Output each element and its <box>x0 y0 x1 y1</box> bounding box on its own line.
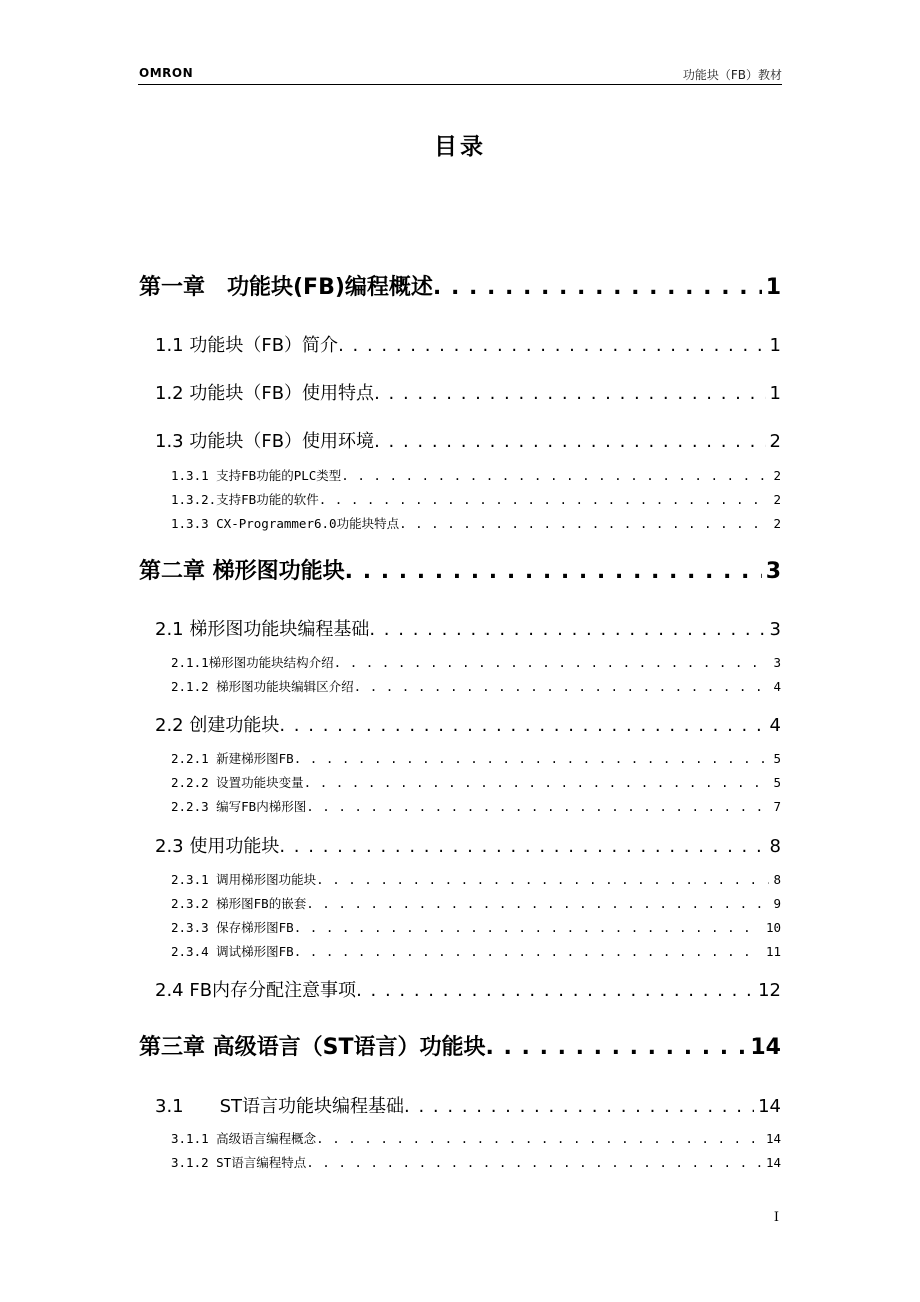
dot-leader <box>354 679 770 694</box>
toc-entry-text: 1.2 功能块（FB）使用特点 <box>155 383 375 404</box>
toc-entry[interactable] <box>139 270 781 301</box>
toc-entry[interactable] <box>155 427 781 453</box>
toc-entry-text: 2.4 FB内存分配注意事项 <box>155 980 357 1001</box>
toc-entry-text: 2.3 使用功能块 <box>155 836 280 857</box>
toc-entry[interactable] <box>139 1030 781 1061</box>
toc-entry-page: 3 <box>773 655 781 670</box>
dot-leader <box>319 492 770 507</box>
dot-leader <box>369 619 765 640</box>
toc-entry-text: 2.3.1 调用梯形图功能块 <box>171 872 317 887</box>
dot-leader <box>279 715 765 736</box>
toc-entry-page: 3 <box>765 559 781 584</box>
header-doc-title: 功能块（FB）教材 <box>682 68 782 82</box>
toc-entry-text: 2.2.1 新建梯形图FB <box>171 751 294 766</box>
dot-leader <box>374 431 765 452</box>
toc-entry[interactable] <box>171 870 781 888</box>
toc-entry[interactable] <box>171 918 781 936</box>
toc-entry[interactable] <box>139 554 781 585</box>
dot-leader <box>279 836 765 857</box>
toc-entry-page: 14 <box>765 1155 781 1170</box>
toc-entry-page: 1 <box>769 383 781 404</box>
toc-entry-page: 14 <box>765 1131 781 1146</box>
toc-entry[interactable] <box>171 1153 781 1171</box>
toc-entry-text: 3.1.2 ST语言编程特点 <box>171 1155 307 1170</box>
toc-entry-text: 2.2.3 编写FB内梯形图 <box>171 799 307 814</box>
footer-page-number: I <box>773 1210 779 1225</box>
toc-entry-text: 1.1 功能块（FB）简介 <box>155 335 339 356</box>
dot-leader <box>316 1131 762 1146</box>
toc-entry-page: 4 <box>773 679 781 694</box>
toc-entry-page: 9 <box>773 896 781 911</box>
toc-entry-text: 1.3.1 支持FB功能的PLC类型 <box>171 468 342 483</box>
toc-entry[interactable] <box>171 773 781 791</box>
dot-leader <box>356 980 754 1001</box>
dot-leader <box>374 383 765 404</box>
dot-leader <box>294 920 762 935</box>
toc-entry-text: 3.1 ST语言功能块编程基础 <box>155 1096 405 1117</box>
toc-entry-text: 1.3 功能块（FB）使用环境 <box>155 431 375 452</box>
toc-entry[interactable] <box>171 677 781 695</box>
dot-leader <box>341 468 769 483</box>
toc-entry-page: 2 <box>773 516 781 531</box>
toc-entry-page: 4 <box>769 715 781 736</box>
dot-leader <box>433 275 762 300</box>
toc-entry-text: 第三章 高级语言（ST语言）功能块 <box>139 1035 486 1060</box>
toc-entry-text: 2.2.2 设置功能块变量 <box>171 775 304 790</box>
toc-entry-page: 12 <box>758 980 781 1001</box>
toc-entry-text: 第二章 梯形图功能块 <box>139 559 345 584</box>
toc-entry-text: 1.3.3 CX-Programmer6.0功能块特点 <box>171 516 400 531</box>
toc-entry-page: 1 <box>769 335 781 356</box>
toc-entry[interactable] <box>171 749 781 767</box>
dot-leader <box>294 751 770 766</box>
toc-entry[interactable] <box>155 379 781 405</box>
dot-leader <box>486 1035 747 1060</box>
toc-entry[interactable] <box>171 1129 781 1147</box>
toc-entry-page: 7 <box>773 799 781 814</box>
toc-entry-page: 5 <box>773 751 781 766</box>
dot-leader <box>304 775 770 790</box>
toc-entry-page: 10 <box>765 920 781 935</box>
dot-leader <box>338 335 765 356</box>
toc-entry-page: 14 <box>758 1096 781 1117</box>
toc-entry-page: 14 <box>750 1035 781 1060</box>
toc-entry[interactable] <box>171 894 781 912</box>
toc-entry-text: 2.1 梯形图功能块编程基础 <box>155 619 370 640</box>
toc-entry-text: 3.1.1 高级语言编程概念 <box>171 1131 317 1146</box>
toc-entry[interactable] <box>155 976 781 1002</box>
toc-entry-text: 1.3.2.支持FB功能的软件 <box>171 492 319 507</box>
toc-entry[interactable] <box>155 832 781 858</box>
toc-entry[interactable] <box>155 711 781 737</box>
toc-entry-page: 8 <box>773 872 781 887</box>
toc-entry[interactable] <box>155 615 781 641</box>
toc-entry-page: 2 <box>773 492 781 507</box>
toc-entry-page: 3 <box>769 619 781 640</box>
toc-entry-text: 第一章 功能块(FB)编程概述 <box>139 275 433 300</box>
toc-title: 目录 <box>434 134 486 160</box>
toc-entry-page: 8 <box>769 836 781 857</box>
dot-leader <box>294 944 762 959</box>
toc-entry-text: 2.3.4 调试梯形图FB <box>171 944 294 959</box>
dot-leader <box>306 896 769 911</box>
toc-entry[interactable] <box>171 942 781 960</box>
toc-entry-page: 1 <box>765 275 781 300</box>
dot-leader <box>399 516 769 531</box>
toc-entry-page: 11 <box>765 944 781 959</box>
toc-entry[interactable] <box>155 331 781 357</box>
toc-entry-page: 2 <box>773 468 781 483</box>
toc-entry[interactable] <box>171 797 781 815</box>
dot-leader <box>316 872 769 887</box>
toc-entry[interactable] <box>155 1092 781 1118</box>
toc-entry[interactable] <box>171 653 781 671</box>
dot-leader <box>306 799 769 814</box>
toc-entry-page: 5 <box>773 775 781 790</box>
toc-entry[interactable] <box>171 466 781 484</box>
toc-entry-text: 2.3.2 梯形图FB的嵌套 <box>171 896 307 911</box>
dot-leader <box>345 559 762 584</box>
dot-leader <box>404 1096 754 1117</box>
toc-entry[interactable] <box>171 490 781 508</box>
toc-entry-text: 2.2 创建功能块 <box>155 715 280 736</box>
toc-entry-text: 2.3.3 保存梯形图FB <box>171 920 294 935</box>
dot-leader <box>334 655 770 670</box>
toc-entry-text: 2.1.1梯形图功能块结构介绍 <box>171 655 334 670</box>
toc-entry-page: 2 <box>769 431 781 452</box>
dot-leader <box>306 1155 762 1170</box>
toc-entry[interactable] <box>171 514 781 532</box>
toc-entry-text: 2.1.2 梯形图功能块编辑区介绍 <box>171 679 354 694</box>
header-brand: OMRON <box>139 66 194 80</box>
